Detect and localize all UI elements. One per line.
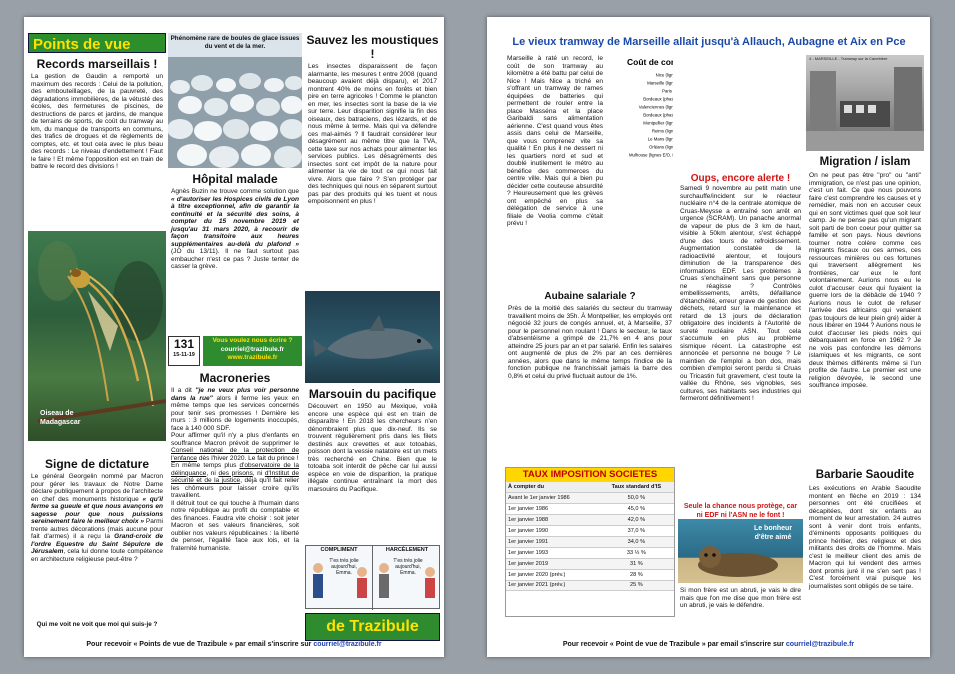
marsouin-title: Marsouin du pacifique [308, 387, 437, 401]
left-column-3 [305, 33, 440, 643]
tax-rate-cell: 31 % [599, 558, 674, 569]
tax-table-box [505, 467, 675, 617]
macro-p3: Pour affirmer qu'il n'y a plus d'enfants en souffrance Macron prévoit de supprimer le [171, 432, 299, 447]
marsouin-text: Découvert en 1950 au Mexique, voilà encore une espèce qui est en train de disparaître ! En 2018 les chercheurs n'en dénombraient plus que dix-neuf. Ils se trouvent régulièrement pris dans les filets destinés aux crevettes et aux totoabas, poisson dont la vessie natatoire est un mets très recherché en Chine. Bien que le totoaba soit interdit de pêche car lui aussi espèce en voie de disparition, la pratique illégale continue entraînant la mort des marsouins du Pacifique. [308, 403, 437, 493]
right-page [487, 17, 930, 657]
tax-table-row [506, 536, 674, 547]
salaire-text: Près de la moitié des salariés du secteur du tramway travaillent moins de 35h. À Montpellier, les employés ont négocié 32 jours de congés annuel, et, à Marseille, 37 pour le personnel non roulant ! Dans le secteur, le taux d'absentéisme a grimpé de 21,7% en 4 ans pour atteindre 25 jours par an et par salarié. Enfin les salaires ont augmenté de plus de 2% par an ces dernières années, alors que dans le même temps l'indice de la fonction publique ne franchissait jamais la barre des 0,8% et celui du privé fluctuait autour de 1%. [508, 305, 672, 380]
migration-text: On ne peut pas être "pro" ou "anti" immigration, ce n'est pas une opinion, c'est un fait. Ce que nous pouvons faire c'est comprendre les causes et y remédier, mais non en accuser ceux qui en sont victimes quel que soit leur camp. Je ne pense pas qu'un migrant soit parti de bon coeur pour quitter sa famille et son pays. Nous devrions tourner notre colère comme ces migrants fiscaux ou ces armes, ces ressources minières ou ces fortunes qui traversent allègrement les frontières, car eux le font volontairement. Aurions nous eu le culot d'accuser ceux qui fuyaient la guerre lors de la débâcle de 1940 ? Aurions nous le culot de refuser l'arrivée des africains qui venaient (pas toujours de leur plein gré) aider à nous libérer en 1944 ? Aurions nous le culot d'accuser les pieds noirs qui débarquaient en force en 1962 ? Je ne vois pas confondre les démons islamiques et les migrants, ce sont deux thèmes différents même si l'un profite de l'autre. Le premier est une religion dévoyée, le second une souffrance imposée. [809, 172, 921, 389]
dictature-p3: , cela lui donne toute compétence en architecture religieuse peut-être ? [31, 548, 163, 563]
tax-rate-cell: 37,0 % [599, 526, 674, 537]
cartoon-harcelement [374, 546, 440, 610]
dictature-text [28, 473, 166, 609]
tax-table-title: TAUX IMPOSITION SOCIETES [506, 468, 674, 482]
tax-date-cell: 1er janvier 1993 [506, 547, 599, 558]
tram-text-top: Marseille à raté un record, le coût de son tramway au kilomètre a été battu par celui de Nice ! Mais Nice a triché en s'offrant un tramway de rames équipées de batteries qui permettent de rouler entre la place Masséna et la place Garibaldi sans alimentation aérienne. C'est quand vous êtes assis dans celui de Marseille, que vous comprenez vite sa qualité ! En plus il ne dessert ni les quartiers nord et sud et doublé inutilement le métro au bénéfice des commerces du centre ville. Mais qui a bien pu décider cette couteuse absurdité ? Heureusement que les grèves ont empêché en plus sa délégation de service à une filiale de Veolia comme c'était prévu ! [507, 55, 603, 227]
chart-category-label: Mulhouse (lignes E/O, N/S) [628, 152, 681, 158]
tax-table [506, 482, 674, 591]
dictature-order: Grand-croix de l'ordre Equestre du Saint Sépulcre de Jérusalem [31, 533, 163, 555]
tax-date-cell: 1er janvier 1991 [506, 536, 599, 547]
ice-balls-caption: Phénomène rare de boules de glace issues du vent et de la mer. [170, 35, 300, 50]
chart-category-label: Montpellier (ligne 1) [643, 120, 681, 126]
right-footer-email[interactable]: courriel@trazibule.fr [785, 641, 855, 648]
tax-rate-cell: 33 ⅓ % [599, 547, 674, 558]
tax-table-row [506, 493, 674, 504]
banner-points-de-vue [28, 33, 166, 53]
macro-p4: dès l'hiver 2020. Le fait du prince ! [197, 454, 299, 462]
moustiques-title: Sauvez les moustiques ! [306, 33, 439, 61]
tax-table-row [506, 526, 674, 537]
hopital-text [168, 188, 302, 338]
macro-quote: "je ne veux plus voir personne dans la rue" [171, 387, 299, 402]
alerte-text: Samedi 9 novembre au petit matin une surchauffe/incident sur le réacteur nucléaire n°4 de la centrale atomique de Cruas-Meysse a entraîné son arrêt en urgence (SCRAM). Un panache anormal de vapeur de plus de 3 km de haut, visible à 50km alentour, s'est échappé d'une des tours de refroidissement. Augmentation constatée de la radioactivité alentour, et toujours diminution de la transparence des informations EDF. Les problèmes à Cruas s'enchaînent sans que personne ne réagisse ? Contrôles embellissements, arrêts, défaillance d'étanchéité, erreur grave de gestion des déchets, retard sur la maintenance et retard de 13 jours de déclaration obligatoire des incidents à l'Autorité de sureté nucléaire ASN. Tout cela s'accumule en plus au problème sismique récent. La catastrophe est annoncée et personne ne bouge ? Le maintien de l'emploi a bon dos, mais combien d'emploi seront perdu si Cruas ou Tricastin fuit gravement, c'est toute la vallée du Rhône, ses vignobles, ses cultures, ses habitants ses industries qui fermeront définitivement ! [680, 185, 801, 402]
macro-p6: , ni [206, 469, 219, 477]
bird-caption: Oiseau de Madagascar [40, 410, 81, 426]
macro-u2: d'observatoire de la délinquance [171, 462, 300, 477]
records-text: La gestion de Gaudin a remporté un maximum des records : Celui de la pollution, des embouteillages, de la pauvreté, des dégradations immobilières, de la vétusté des écoles, des fermetures de piscines, de destructions de parcs et jardins, de manque de terrains de sports, de coût du tramway au km, du manque de transports en communs, des trafics de drogues et de règlements de comptes, etc. et tout cela avec le plus beau des records : Le niveau d'endettement ! Faut le faire ! Et même l'opposition est en train de battre le record des divisions ! [31, 73, 163, 170]
alerte-title: Oups, encore alerte ! [690, 173, 791, 184]
records-title: Records marseillais ! [36, 57, 158, 71]
chart-category-label: Paris (T3) [662, 88, 681, 94]
chart-category-label: Le Mans (ligne 1) [647, 136, 681, 142]
cartoon-label-harcelement: HARCÈLEMENT [385, 547, 429, 553]
macroneries-title: Macroneries [199, 371, 271, 385]
chart-category-label: Reims (ligne A) [651, 128, 681, 134]
macro-p1: Il a dit [171, 387, 196, 394]
left-footer [24, 641, 444, 648]
macro-p2: alors il ferme les yeux en même temps que les services concernés pour tenir ses promesses ! Dernière les murs : 3 millions de logements inoccupés, face à 140 000 SDF. [171, 394, 300, 432]
cartoon-compliment [306, 546, 373, 610]
bird-photo [28, 231, 166, 441]
contact-box [203, 336, 302, 366]
cost-chart: Coût de construction en €/km0 10 20 30 40Nice (ligne 1)Marseille (ligne 1)Paris (T3)Bordeaux (phase 2)Valenciennes (ligne 1)Bordeaux (phase 1)Montpellier (ligne 1)Reims (ligne A)Le Mans (ligne 1)Orléans (ligne A)Mulhouse (lignes E/O, N/S) [627, 57, 768, 165]
ice-balls-photo [168, 33, 302, 168]
left-footer-text: Pour recevoir « Points de vue de Trazibule » par email s'inscrire sur [86, 641, 314, 648]
sea-lion-caption: Le bonheur d'être aimé [753, 525, 793, 541]
tax-rate-cell: 25 % [599, 580, 674, 591]
salaire-title: Aubaine salariale ? [544, 291, 636, 302]
old-tram-caption: 4 - MARSEILLE - Tramway sur la Canebière [809, 56, 888, 61]
tax-table-header-1: Taux standard d'IS [599, 482, 674, 493]
chart-category-label: Nice (ligne 1) [655, 72, 681, 78]
old-tram-photo [806, 55, 924, 151]
tax-rate-cell: 50,0 % [599, 493, 674, 504]
macro-u3: des prisons [218, 469, 253, 477]
right-footer-text: Pour recevoir « Point de vue de Trazibule » par email s'inscrire sur [562, 641, 786, 648]
right-footer [487, 641, 930, 648]
left-column-2 [168, 33, 302, 643]
couple-icon [306, 546, 373, 610]
hopital-quote: « d'autoriser les Hospices civils de Lyon à titre exceptionnel, afin de garantir la continuité et la sécurité des soins, à compter du 15 novembre 2019 et jusqu'au 31 mars 2020, à recourir de façon transitoire aux heures supplémentaires au-delà du plafond » [171, 195, 299, 248]
issue-date: 15-11-19 [173, 352, 195, 358]
dictature-title: Signe de dictature [44, 457, 150, 471]
left-page [24, 17, 444, 657]
tax-table-row [506, 504, 674, 515]
tax-rate-cell: 45,0 % [599, 504, 674, 515]
chart-category-label: Bordeaux (phase 2) [643, 96, 681, 102]
dictature-p1: Le général Georgelin nommé par Macron pour gérer les travaux de Notre Dame déclare publiquement à propos de l'architecte en chef des monuments historique [31, 473, 163, 503]
tax-date-cell: 1er janvier 2019 [506, 558, 599, 569]
tax-rate-cell: 28 % [599, 569, 674, 580]
tax-table-row [506, 580, 674, 591]
chart-category-label: Orléans (ligne A) [648, 144, 681, 150]
contact-site[interactable]: www.trazibule.fr [227, 354, 278, 362]
tax-rate-cell: 34,0 % [599, 536, 674, 547]
chart-title: Coût de construction en €/km [627, 57, 747, 67]
tax-table-header-row [506, 482, 674, 493]
issue-box [168, 336, 302, 366]
saoudite-text: Les exécutions en Arabie Saoudite montent en flèche en 2019 : 134 personnes ont été crucifiées et décapitées, dont six enfants au moment de leur arrestation. 24 autres sont à venir dont trois enfants, d'éminents opposants politiques du prince héritier, des religieux et des militants des droits de l'homme. Mais c'est le meilleur client des amis de Macron qui lui vendent des armes dont promis juré il ne s'en sert pas ! C'est forcément vrai puisque les journalistes sont obligés de se taire. [809, 485, 921, 590]
tram-text-middle [678, 137, 803, 171]
old-tram-icon [806, 61, 924, 151]
issue-number: 131 [173, 337, 195, 351]
tax-rate-cell: 42,0 % [599, 515, 674, 526]
cartoon-label-compliment: COMPLIMENT [320, 547, 358, 553]
cartoon-speech-1: T'es très jolie aujourd'hui, Emma. [329, 558, 359, 576]
brand-title: de Trazibule [326, 618, 419, 635]
hopital-p1: Agnès Buzin ne trouve comme solution que [171, 188, 299, 195]
macro-u4: d'Institut de sécurité et de la justice [171, 469, 299, 484]
left-footer-email[interactable]: courriel@trazibule.fr [313, 641, 382, 648]
moustiques-text: Les insectes disparaissent de façon alarmante, les mesures t entre 2008 (quand beaucoup avaient déjà disparu), et 2017 montrent 40% de moins en forêts et bien pire en terre agricoles ! Comme le plancton en mer, les insectes sont la base de la vie sur terre. Leur disparition signifie la fin des oiseaux, des batraciens, des lézards, et de nous même à terme. Mais qui va défendre ces mal-aimés ? Il faudrait considérer leur désagrément au même titre que la TVA, cette taxe sur nos achats pour alimenter les services publics. Les désagréments des insectes sont cet impôt de la nature pour alimenter la vie de tout ce qui nous fait vivre. Alors que faire ? S'en protéger par des techniques qui nous en séparent surtout pas par des produits qui les tuent et nous empoisonnent en plus ! [308, 63, 437, 205]
chart-category-label: Valenciennes (ligne 1) [638, 104, 681, 110]
macro-p9: Il détruit tout ce qui touche à l'humain dans notre république au profit du comptable et des finances. Faudra vite choisir : soit jeter Macron et ses valeurs financières, soit oublier nos valeurs républicaines : la liberté de penser, l'égalité face aux lois, et la fraternité humaniste. [171, 499, 299, 552]
tax-date-cell: 1er janvier 1990 [506, 526, 599, 537]
right-column-3 [806, 55, 924, 637]
contact-email[interactable]: courriel@trazibule.fr [220, 345, 285, 353]
tax-table-row [506, 569, 674, 580]
left-column-1 [28, 33, 166, 643]
tax-table-row [506, 558, 674, 569]
tram-headline: Le vieux tramway de Marseille allait jusqu'à Allauch, Aubagne et Aix en Pce [512, 36, 906, 48]
cartoon-panel [305, 545, 440, 609]
ice-balls-icon [168, 57, 302, 168]
tax-date-cell: 1er janvier 1986 [506, 504, 599, 515]
hopital-p2: (JO du 13/11). Il ne faut surtout pas embaucher n'est ce pas ? Juste tenter de casser la grève. [171, 248, 299, 270]
chart-category-label: Marseille (ligne 1) [647, 80, 681, 86]
macro-u1: Conseil national de la protection de l'enfance [171, 447, 299, 462]
tax-date-cell: 1er janvier 1988 [506, 515, 599, 526]
tax-date-cell: 1er janvier 2021 (prév.) [506, 580, 599, 591]
migration-title: Migration / islam [819, 156, 911, 168]
hopital-title: Hôpital malade [192, 172, 278, 186]
alerte-highlight: Seule la chance nous protège, car ni EDF ni l'ASN ne le font ! [683, 503, 798, 519]
riddle-text: Qui me voit ne voit que moi qui suis-je ? [36, 621, 158, 628]
cartoon-speech-2: T'es très jolie aujourd'hui, Emma. [393, 558, 423, 576]
macro-p7: , ni [252, 469, 265, 477]
contact-line: Vous voulez nous écrire ? [212, 337, 293, 344]
frere-text: Si mon frère est un abruti, je vais le dire mais que l'on me dise que mon frère est un abruti, je vais le défendre. [680, 587, 801, 609]
tax-date-cell: 1er janvier 2020 (prév.) [506, 569, 599, 580]
dictature-quote: « qu'il ferme sa gueule et que nous avançons en sagesse pour que nous puissions sereinement faire le meilleur choix » [31, 495, 163, 525]
tax-table-row [506, 515, 674, 526]
issue-number-box [168, 336, 200, 366]
tax-table-header-0: À compter du [506, 482, 599, 493]
banner-title: Points de vue [33, 36, 131, 53]
macro-p5: En même temps plus [171, 462, 240, 469]
saoudite-title: Barbarie Saoudite [815, 469, 915, 481]
sea-lion-photo [678, 519, 803, 583]
macro-p8: , déjà qu'il fait relier les chômeurs pour laisser croire qu'ils travaillent. [171, 477, 299, 499]
tax-table-row [506, 547, 674, 558]
dictature-p2: Parmi trente autres décorations (mais aucune pour fait d'armes) il a reçu la [31, 518, 163, 540]
macroneries-text [168, 387, 302, 643]
porpoise-icon [305, 291, 440, 383]
tax-date-cell: Avant le 1er janvier 1986 [506, 493, 599, 504]
right-column-2 [678, 173, 803, 637]
porpoise-photo [305, 291, 440, 383]
man-woman-icon [374, 546, 440, 610]
chart-category-label: Bordeaux (phase 1) [643, 112, 681, 118]
brand-banner [305, 613, 440, 641]
